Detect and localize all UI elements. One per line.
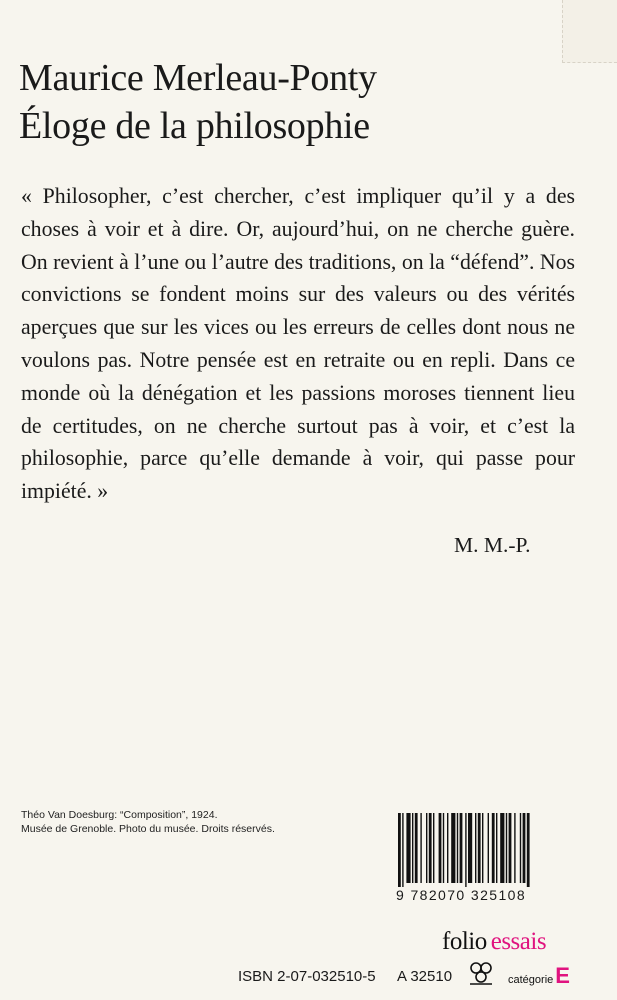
barcode-bar <box>420 813 421 883</box>
barcode-bar <box>412 813 413 883</box>
category-badge <box>508 963 570 989</box>
essais-series: essais <box>490 928 547 955</box>
barcode-bar <box>451 813 455 883</box>
barcode-bar <box>443 813 444 883</box>
book-title: Éloge de la philosophie <box>19 105 370 147</box>
barcode-bar <box>426 813 427 883</box>
quote-signature: M. M.-P. <box>454 533 531 557</box>
folio-logo: folio <box>442 928 487 955</box>
barcode-bar <box>439 813 442 883</box>
credit-line-2: Musée de Grenoble. Photo du musée. Droits réservés. <box>21 823 275 835</box>
gallimard-logo-icon <box>467 960 495 986</box>
credit-line-1: Théo Van Doesburg: “Composition”, 1924. <box>21 809 218 821</box>
barcode-bar <box>468 813 472 883</box>
barcode-bar <box>506 813 507 883</box>
barcode-bar <box>460 813 463 883</box>
barcode-bar <box>514 813 515 883</box>
barcode-bar <box>496 813 497 883</box>
barcode-bar <box>433 813 434 883</box>
barcode-bar <box>415 813 418 883</box>
barcode-bar <box>447 813 448 883</box>
barcode-bar <box>478 813 481 883</box>
barcode-bar <box>500 813 504 883</box>
category-letter: E <box>555 963 570 988</box>
barcode-bar <box>520 813 521 883</box>
barcode-bar <box>509 813 512 883</box>
barcode-bar <box>475 813 476 883</box>
catalog-code: A 32510 <box>397 968 453 985</box>
barcode-number: 9 782070 325108 <box>396 887 572 903</box>
isbn: ISBN 2-07-032510-5 <box>238 968 376 985</box>
barcode-bar <box>457 813 458 883</box>
barcode-bar <box>465 813 466 891</box>
barcode <box>396 813 572 903</box>
barcode-bar <box>398 813 401 891</box>
barcode-bars <box>396 813 572 891</box>
price-sticker-area <box>562 0 617 63</box>
barcode-bar <box>429 813 432 883</box>
back-cover-quote: « Philosopher, c’est chercher, c’est impliquer qu’il y a des choses à voir et à dire. Or, aujourd’hui, on ne cherche guère. On revient à l’une ou l’autre des traditions, on la “défend”. Nos convictions se fondent moins sur des valeurs ou des vérités aperçues que sur les vices ou les erreurs de celles dont nous ne voulons pas. Notre pensée est en retraite ou en repli. Dans ce monde où la dénégation et les passions moroses tiennent lieu de certitudes, on ne cherche surtout pas à voir, et c’est la philosophie, parce qu’elle demande à voir, qui passe pour impiété. » <box>21 184 575 504</box>
barcode-bar <box>523 813 526 883</box>
author-name: Maurice Merleau-Ponty <box>19 57 377 99</box>
barcode-bar <box>482 813 483 883</box>
publisher-brand <box>442 928 546 956</box>
barcode-bar <box>527 813 530 891</box>
barcode-bar <box>488 813 489 883</box>
barcode-bar <box>402 813 403 891</box>
barcode-bar <box>492 813 495 883</box>
barcode-bar <box>406 813 410 883</box>
category-label: catégorie <box>508 974 554 986</box>
cover-art-credit <box>21 808 275 836</box>
